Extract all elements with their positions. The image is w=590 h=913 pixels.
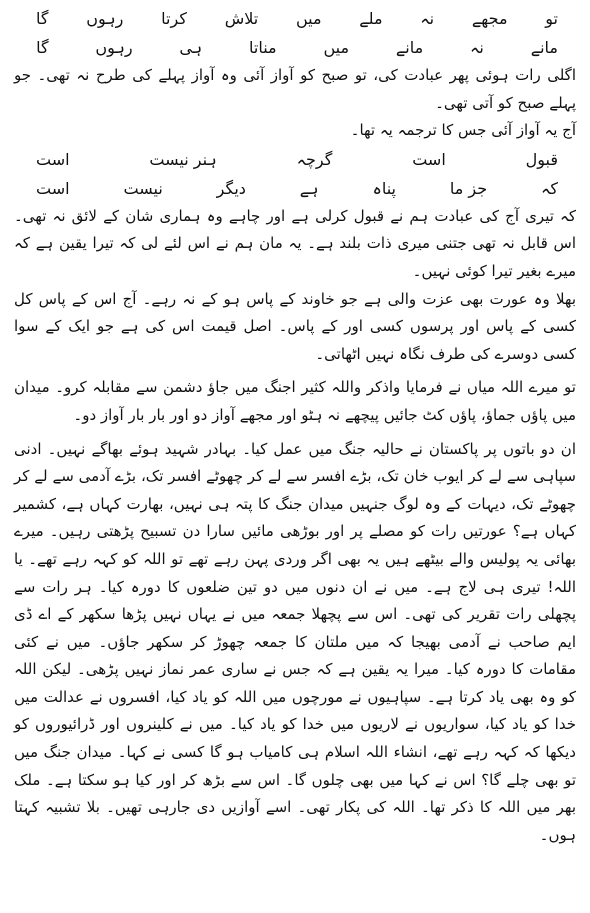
- verse-word: نیست: [123, 178, 163, 198]
- verse-word: میں: [295, 9, 322, 28]
- paragraph-5: تو میرے اللہ میاں نے فرمایا واذکر واللہ کثیر اجنگ میں جاؤ دشمن سے مقابلہ کرو۔ میدان میں پاؤں جماؤ، پاؤں کٹ جائیں پیچھے نہ ہٹو اور مجھے آواز دو اور بار بار آواز دو۔: [14, 378, 576, 424]
- verse-word: نہ: [420, 9, 435, 28]
- paragraph-1: اگلی رات ہوئی پھر عبادت کی، تو صبح کو آواز آئی وہ آواز پہلے کی طرح نہ تھی۔ جو پہلے صبح کو آتی تھی۔: [14, 66, 576, 112]
- verse-word: تو: [545, 9, 558, 28]
- verse-word: پناہ: [372, 178, 396, 198]
- verse-word: است: [412, 149, 446, 169]
- verse-word: است: [36, 149, 70, 169]
- verse-word: مانے: [395, 38, 424, 57]
- verse-word: گا: [36, 38, 49, 57]
- verse-word: ہنر نیست: [149, 149, 217, 169]
- verse-word: رہوں: [95, 38, 133, 57]
- couplet-1-line-2: [14, 33, 576, 62]
- verse-word: جز ما: [449, 178, 488, 198]
- verse-word: مناتا: [248, 38, 277, 57]
- couplet-2-line-2: [14, 174, 576, 203]
- couplet-2-line-1: [14, 145, 576, 174]
- verse-word: است: [36, 178, 70, 198]
- paragraph-3: کہ تیری آج کی عبادت ہم نے قبول کرلی ہے اور چاہے وہ ہماری شان کے لائق نہ تھی۔ اس قابل نہ تھی جتنی میری ذات بلند ہے۔ یہ مان ہم نے اس لئے لی کہ تیرا یقین ہے کہ میرے بغیر تیرا کوئی نہیں۔: [14, 206, 576, 280]
- verse-word: ہی: [179, 38, 203, 57]
- verse-word: کرتا: [161, 9, 187, 28]
- verse-word: ملے: [359, 9, 383, 28]
- verse-word: مجھے: [471, 9, 508, 28]
- paragraph-6: ان دو باتوں پر پاکستان نے حالیہ جنگ میں عمل کیا۔ بہادر شہید ہوئے بھاگے نہیں۔ ادنی سپاہی سے لے کر ایوب خان تک، بڑے افسر سے لے کر چھوٹے افسر تک، بڑے آدمی سے لے کر چھوٹے تک، دیہات کے وہ لوگ جنہیں میدان جنگ کا پتہ ہی نہیں، بھارت کہاں ہے، کشمیر کہاں ہے؟ عورتیں رات کو مصلے پر اور بوڑھی مائیں سارا دن تسبیح پڑھتی رہیں۔ میرے بھائی یہ پولیس والے بیٹھے ہیں یہ بھی اگر وردی پہن رہے تھے تو اللہ کو کہہ رہے تھے۔ یا اللہ! تیری ہی لاج ہے۔ میں نے ان دنوں میں دو تین ضلعوں کا دورہ کیا۔ ہر رات سے پچھلی رات تقریر کی تھی۔ اس سے پچھلا جمعہ میں نے یہاں نہیں پڑھا سکھر کے اے ڈی ایم صاحب نے آدمی بھیجا کہ میں ملتان کا جمعہ چھوڑ کر سکھر جاؤں۔ میں نے کئی مقامات کا دورہ کیا۔ میرا یہ یقین ہے کہ جس نے ساری عمر نماز نہیں پڑھی۔ لیکن اللہ کو وہ بھی یاد کرتا ہے۔ سپاہیوں نے مورچوں میں اللہ کو یاد کیا، افسروں نے عدالت میں خدا کو یاد کیا، سواریوں نے لاریوں میں خدا کو یاد کیا۔ میں نے کلینروں اور ڈرائیوروں کو دیکھا کہ کہہ رہے تھے، انشاء اللہ اسلام ہی کامیاب ہو گا کسی نے کہا۔ میدان جنگ میں تو بھی چلے گا؟ اس نے کہا میں بھی چلوں گا۔ اس سے بڑھ کر اور کیا ہو سکتا ہے۔ ملک بھر میں اللہ کا ذکر تھا۔ اللہ کی پکار تھی۔ اسے آوازیں دی جارہی تھیں۔ بلا تشبیہ کہتا ہوں۔: [14, 439, 576, 844]
- couplet-1-line-1: [14, 4, 576, 33]
- verse-word: دیگر: [216, 178, 246, 198]
- verse-word: گرچہ: [296, 149, 333, 169]
- verse-word: مانے: [530, 38, 558, 57]
- verse-word: ہے: [299, 178, 319, 198]
- verse-word: کہ: [541, 178, 558, 198]
- verse-word: رہوں: [86, 9, 124, 28]
- verse-word: میں: [323, 38, 350, 57]
- verse-word: گا: [36, 9, 49, 28]
- verse-word: تلاش: [224, 9, 259, 28]
- paragraph-2: آج یہ آواز آئی جس کا ترجمہ یہ تھا۔: [350, 121, 576, 140]
- paragraph-4: بھلا وہ عورت بھی عزت والی ہے جو خاوند کے پاس ہو کے نہ رہے۔ آج اس کے پاس کل کسی کے پاس اور پرسوں کسی اور کے پاس۔ اصل قیمت اس کی ہے جو ایک کے سوا کسی دوسرے کی طرف نگاہ نہیں اٹھاتی۔: [14, 289, 576, 363]
- verse-word: نہ: [470, 38, 484, 57]
- verse-word: قبول: [525, 149, 558, 169]
